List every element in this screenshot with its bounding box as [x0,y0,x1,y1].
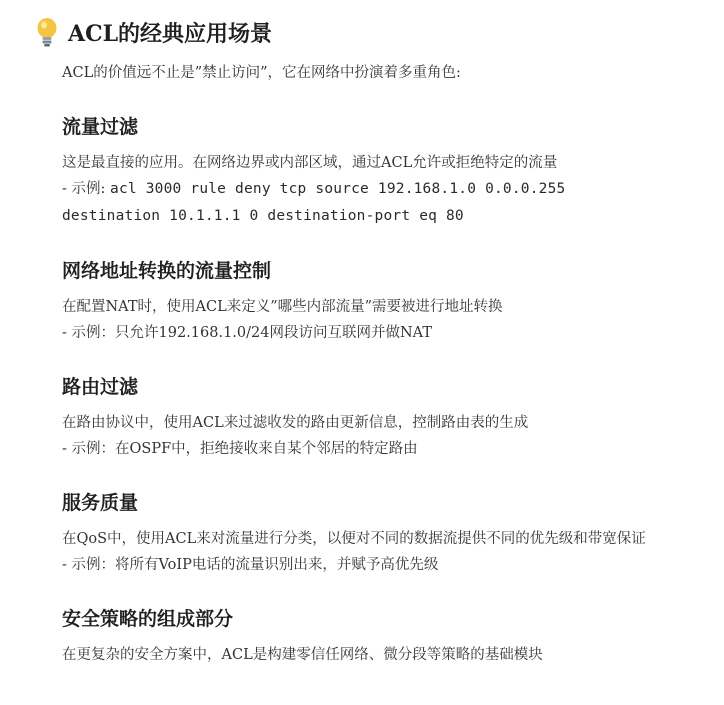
section-example: - 示例：将所有VoIP电话的流量识别出来，并赋予高优先级 [62,557,439,573]
section-example: - 示例：在OSPF中，拒绝接收来自某个邻居的特定路由 [62,441,418,457]
section-example [62,176,684,203]
section-heading: 路由过滤 [62,376,139,398]
section-example: - 示例：只允许192.168.1.0/24网段访问互联网并做NAT [62,325,433,341]
section-qos [62,488,684,578]
section-example-continued [62,203,684,230]
section-nat-traffic-control [62,256,684,346]
section-description: 在配置NAT时，使用ACL来定义”哪些内部流量”需要被进行地址转换 [62,299,503,315]
section-description: 这是最直接的应用。在网络边界或内部区域，通过ACL允许或拒绝特定的流量 [62,155,558,171]
intro-text: ACL的价值远不止是”禁止访问”，它在网络中扮演着多重角色: [62,65,461,81]
section-description: 在更复杂的安全方案中，ACL是构建零信任网络、微分段等策略的基础模块 [62,647,543,663]
section-security-policy [62,604,684,668]
section-heading: 网络地址转换的流量控制 [62,260,272,282]
section-heading: 流量过滤 [62,116,139,138]
section-description: 在QoS中，使用ACL来对流量进行分类，以便对不同的数据流提供不同的优先级和带宽保证 [62,531,646,547]
section-description: 在路由协议中，使用ACL来过滤收发的路由更新信息，控制路由表的生成 [62,415,529,431]
section-heading: 安全策略的组成部分 [62,608,234,630]
example-prefix: - 示例: [62,181,106,197]
example-code: acl 3000 rule deny tcp source 192.168.1.0 0.0.0.255 [110,181,566,197]
page-title-text: ACL的经典应用场景 [68,20,273,47]
section-traffic-filtering [62,112,684,230]
section-heading: 服务质量 [62,492,139,514]
lightbulb-icon [34,16,60,48]
page-title [62,14,684,50]
example-code-continued: destination 10.1.1.1 0 destination-port eq 80 [62,208,464,224]
section-route-filtering [62,372,684,462]
